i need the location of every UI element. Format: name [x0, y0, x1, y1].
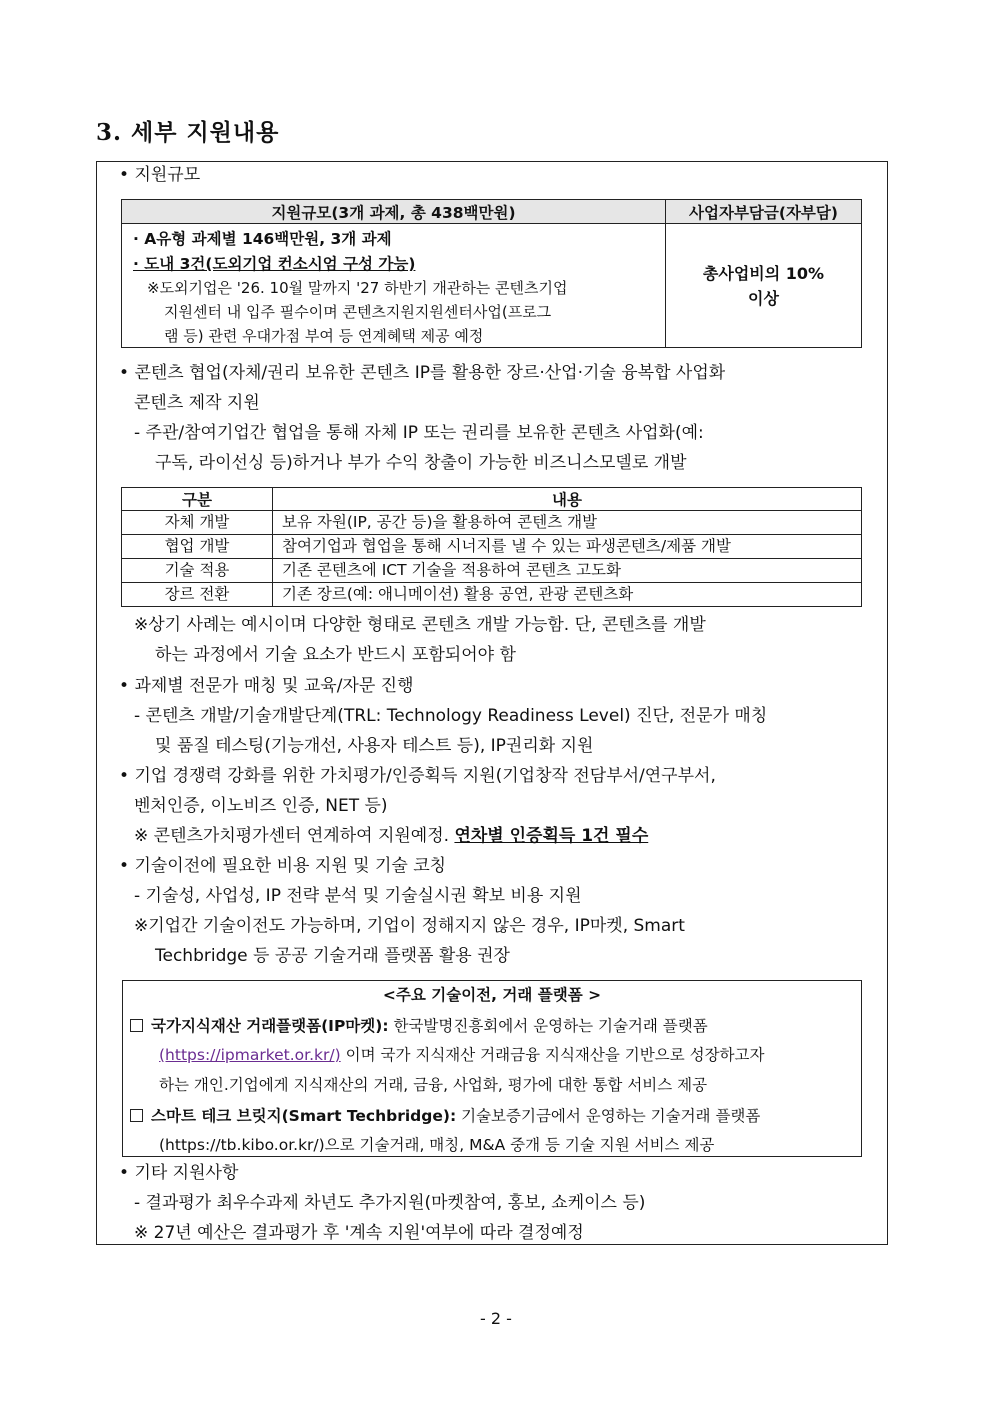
platform-2-line-1	[130, 1104, 760, 1128]
collab-detail-2: 구독, 라이선싱 등)하거나 부가 수익 창출이 가능한 비즈니스모델로 개발	[155, 453, 687, 473]
transfer-detail-1: - 기술성, 사업성, IP 전략 분석 및 기술실시권 확보 비용 지원	[134, 886, 582, 906]
checkbox-icon	[130, 1019, 143, 1032]
type-name: 장르 전환	[122, 583, 273, 607]
compet-note-emphasis: 연차별 인증획득 1건 필수	[454, 826, 649, 846]
bullet-scale: • 지원규모	[119, 165, 201, 185]
bullet-collab: • 콘텐츠 협업(자체/권리 보유한 콘텐츠 IP를 활용한 장르·산업·기술 융복합 사업화	[119, 363, 726, 383]
compet-line-1: 기업 경쟁력 강화를 위한 가치평가/인증획득 지원(기업창작 전담부서/연구부서,	[134, 766, 716, 786]
compet-line-2: 벤처인증, 이노비즈 인증, NET 등)	[134, 796, 388, 816]
platform-1-line-3: 하는 개인.기업에게 지식재산의 거래, 금융, 사업화, 평가에 대한 통합 서비스 제공	[159, 1076, 708, 1094]
type-name: 자체 개발	[122, 511, 273, 535]
type-table	[121, 487, 862, 607]
compet-note-text: ※ 콘텐츠가치평가센터 연계하여 지원예정.	[134, 826, 455, 846]
platform-2-name: 스마트 테크 브릿지(Smart Techbridge):	[151, 1107, 457, 1125]
scale-note-line-2: 지원센터 내 입주 필수이며 콘텐츠지원지원센터사업(프로그	[164, 303, 552, 321]
type-table-header-2: 내용	[273, 488, 862, 511]
example-note-2: 하는 과정에서 기술 요소가 반드시 포함되어야 함	[155, 645, 516, 665]
type-desc: 기존 콘텐츠에 ICT 기술을 적용하여 콘텐츠 고도화	[273, 559, 862, 583]
scale-table-header-2: 사업자부담금(자부담)	[666, 200, 862, 224]
section-heading: 3. 세부 지원내용	[96, 119, 280, 146]
transfer-note-1: ※기업간 기술이전도 가능하며, 기업이 정해지지 않은 경우, IP마켓, Smart	[134, 916, 685, 936]
self-burden-line-2: 이상	[748, 288, 779, 308]
type-name: 기술 적용	[122, 559, 273, 583]
scale-table-header-1: 지원규모(3개 과제, 총 438백만원)	[122, 200, 666, 224]
transfer-note-2: Techbridge 등 공공 기술거래 플랫폼 활용 권장	[155, 946, 510, 966]
etc-note: ※ 27년 예산은 결과평가 후 '계속 지원'여부에 따라 결정예정	[134, 1223, 584, 1243]
platform-1-line-2	[159, 1043, 764, 1067]
compet-note	[134, 824, 648, 848]
platform-2-line-2: (https://tb.kibo.or.kr/)으로 기술거래, 매칭, M&A 중개 등 기술 지원 서비스 제공	[159, 1136, 715, 1154]
collab-detail-1: - 주관/참여기업간 협업을 통해 자체 IP 또는 권리를 보유한 콘텐츠 사업화(예:	[134, 423, 704, 443]
platform-1-name: 국가지식재산 거래플랫폼(IP마켓):	[151, 1017, 389, 1035]
expert-line-1: 과제별 전문가 매칭 및 교육/자문 진행	[134, 676, 414, 696]
bullet-expert: • 과제별 전문가 매칭 및 교육/자문 진행	[119, 676, 414, 696]
table-row	[122, 535, 862, 559]
type-desc: 참여기업과 협업을 통해 시너지를 낼 수 있는 파생콘텐츠/제품 개발	[273, 535, 862, 559]
expert-detail-2: 및 품질 테스팅(기능개선, 사용자 테스트 등), IP권리화 지원	[155, 736, 594, 756]
expert-detail-1: - 콘텐츠 개발/기술개발단계(TRL: Technology Readiness Level) 진단, 전문가 매칭	[134, 706, 768, 726]
platform-1-desc: 한국발명진흥회에서 운영하는 기술거래 플랫폼	[388, 1017, 708, 1035]
type-name: 협업 개발	[122, 535, 273, 559]
transfer-line-1: 기술이전에 필요한 비용 지원 및 기술 코칭	[134, 856, 447, 876]
etc-detail-1: - 결과평가 최우수과제 차년도 추가지원(마켓참여, 홍보, 쇼케이스 등)	[134, 1193, 646, 1213]
type-desc: 기존 장르(예: 애니메이션) 활용 공연, 관광 콘텐츠화	[273, 583, 862, 607]
scale-note-line-1: ※도외기업은 '26. 10월 말까지 '27 하반기 개관하는 콘텐츠기업	[147, 279, 568, 297]
platform-title: <주요 기술이전, 거래 플랫폼 >	[382, 986, 602, 1004]
page-number: - 2 -	[480, 1309, 512, 1328]
scale-note-line-3: 램 등) 관련 우대가점 부여 등 연계혜택 제공 예정	[164, 327, 484, 345]
self-burden-line-1: 총사업비의 10%	[702, 263, 825, 283]
table-row	[122, 583, 862, 607]
bullet-transfer: • 기술이전에 필요한 비용 지원 및 기술 코칭	[119, 856, 447, 876]
type-table-header-1: 구분	[122, 488, 273, 511]
table-row	[122, 559, 862, 583]
scale-item-2: · 도내 3건(도외기업 컨소시엄 구성 가능)	[133, 255, 416, 273]
etc-line-1: 기타 지원사항	[134, 1163, 239, 1183]
table-row	[122, 511, 862, 535]
example-note-1: ※상기 사례는 예시이며 다양한 형태로 콘텐츠 개발 가능함. 단, 콘텐츠를 개발	[134, 615, 706, 635]
collab-line-1: 콘텐츠 협업(자체/권리 보유한 콘텐츠 IP를 활용한 장르·산업·기술 융복합 사업화	[134, 363, 726, 383]
bullet-etc: • 기타 지원사항	[119, 1163, 239, 1183]
platform-1-line-2-text: 이며 국가 지식재산 거래금융 지식재산을 기반으로 성장하고자	[340, 1046, 765, 1064]
scale-table-right-cell	[666, 224, 862, 348]
scale-table-left-cell	[122, 224, 666, 348]
scale-title: 지원규모	[134, 165, 201, 185]
scale-table	[121, 199, 862, 348]
checkbox-icon	[130, 1109, 143, 1122]
collab-line-2: 콘텐츠 제작 지원	[134, 393, 260, 413]
ipmarket-link[interactable]: (https://ipmarket.or.kr/)	[159, 1046, 341, 1064]
platform-1-line-1	[130, 1014, 708, 1038]
scale-item-1: · A유형 과제별 146백만원, 3개 과제	[133, 230, 392, 248]
bullet-compet: • 기업 경쟁력 강화를 위한 가치평가/인증획득 지원(기업창작 전담부서/연구부서,	[119, 766, 716, 786]
type-desc: 보유 자원(IP, 공간 등)을 활용하여 콘텐츠 개발	[273, 511, 862, 535]
platform-2-desc: 기술보증기금에서 운영하는 기술거래 플랫폼	[456, 1107, 761, 1125]
